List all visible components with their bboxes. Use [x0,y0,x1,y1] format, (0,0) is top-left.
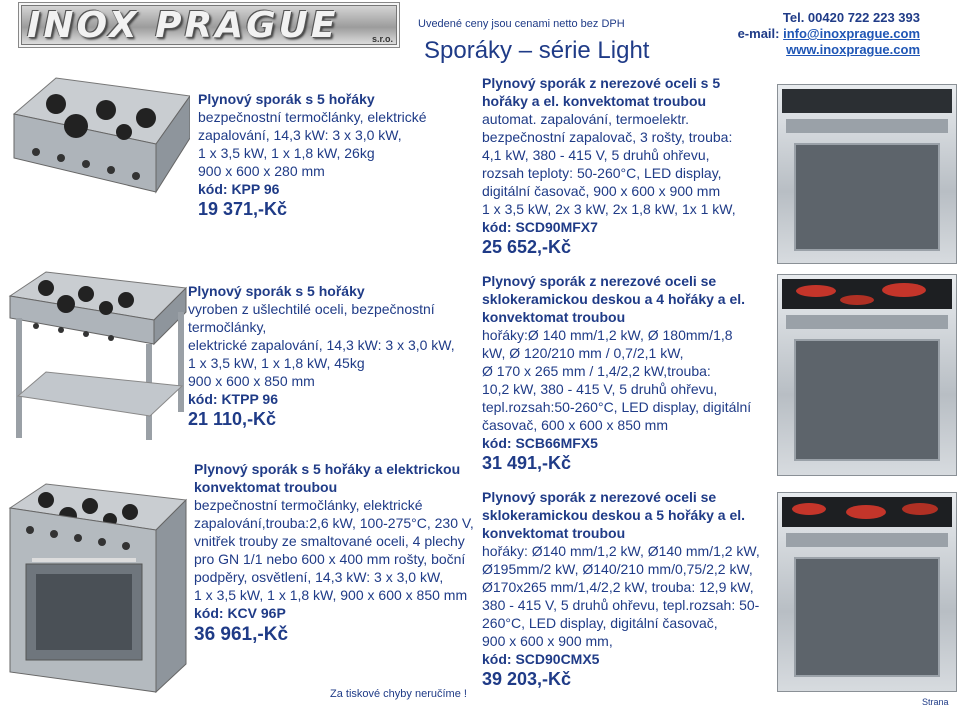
spec-line: termočlánky, [188,319,267,335]
product-code: kód: KTPP 96 [188,391,278,407]
spec-line: Ø 170 x 265 mm / 1,4/2,2 kW,trouba: [482,363,711,379]
product-name: Plynový sporák z nerezové oceli se [482,273,717,289]
product-price: 21 110,-Kč [188,409,277,429]
product-image-scb66mfx5 [777,274,957,476]
spec-line: digitální časovač, 900 x 600 x 900 mm [482,183,721,199]
product-kpp96 [198,90,427,220]
spec-line: 380 - 415 V, 5 druhů ohřevu, tepl.rozsah: 50- [482,597,760,613]
product-name: Plynový sporák s 5 hořáky [198,91,375,107]
spec-line: bezpečnostní zapalovač, 3 rošty, trouba: [482,129,733,145]
spec-line: hořáky: Ø140 mm/1,2 kW, Ø140 mm/1,2 kW, [482,543,760,559]
product-name-2: konvektomat troubou [194,479,338,495]
product-name-2: sklokeramickou deskou a 4 hořáky a el. [482,291,746,307]
spec-line: 1 x 3,5 kW, 1 x 1,8 kW, 900 x 600 x 850 mm [194,587,468,603]
spec-line: vnitřek trouby ze smaltované oceli, 4 plechy [194,533,465,549]
spec-line: rozsah teploty: 50-260°C, LED display, [482,165,722,181]
product-name-2: hořáky a el. konvektomat troubou [482,93,707,109]
product-image-scd90mfx7 [777,84,957,264]
spec-line: 1 x 3,5 kW, 1 x 1,8 kW, 26kg [198,145,375,161]
spec-line: zapalování, 14,3 kW: 3 x 3,0 kW, [198,127,402,143]
spec-line: elektrické zapalování, 14,3 kW: 3 x 3,0 kW, [188,337,455,353]
product-name-3: konvektomat troubou [482,525,626,541]
page-label: Strana [922,697,949,707]
product-image-ktpp96 [6,268,188,442]
phone: Tel. 00420 722 223 393 [782,10,920,25]
product-scd90cmx5 [482,488,760,690]
product-name: Plynový sporák s 5 hořáky a elektrickou [194,461,461,477]
contact-block [738,10,920,58]
product-image-kcv96p [6,478,188,698]
product-price: 36 961,-Kč [194,624,289,645]
email-link[interactable]: info@inoxprague.com [783,26,920,41]
spec-line: kW, Ø 120/210 mm / 0,7/2,1 kW, [482,345,684,361]
price-note: Uvedené ceny jsou cenami netto bez DPH [418,18,625,30]
spec-line: hořáky:Ø 140 mm/1,2 kW, Ø 180mm/1,8 [482,327,733,343]
product-name: Plynový sporák z nerezové oceli se [482,489,717,505]
product-image-scd90cmx5 [777,492,957,692]
product-kcv96p [194,460,474,648]
spec-line: 1 x 3,5 kW, 1 x 1,8 kW, 45kg [188,355,365,371]
spec-line: automat. zapalování, termoelektr. [482,111,689,127]
email-line [738,26,920,42]
spec-line: Ø170x265 mm/1,4/2,2 kW, trouba: 12,9 kW, [482,579,754,595]
spec-line: 900 x 600 x 900 mm, [482,633,613,649]
spec-line: 260°C, LED display, digitální časovač, [482,615,718,631]
product-code: kód: KPP 96 [198,181,280,197]
spec-line: 10,2 kW, 380 - 415 V, 5 druhů ohřevu, [482,381,718,397]
product-code: kód: SCB66MFX5 [482,435,598,451]
website-link[interactable]: www.inoxprague.com [786,42,920,57]
spec-line: časovač, 600 x 600 x 850 mm [482,417,668,433]
spec-line: 1 x 3,5 kW, 2x 3 kW, 2x 1,8 kW, 1x 1 kW, [482,201,736,217]
spec-line: zapalování,trouba:2,6 kW, 100-275°C, 230 V, [194,515,474,531]
spec-line: pro GN 1/1 nebo 600 x 400 mm rošty, boční [194,551,466,567]
spec-line: 900 x 600 x 280 mm [198,163,325,179]
product-code: kód: SCD90CMX5 [482,651,600,667]
product-name: Plynový sporák z nerezové oceli s 5 [482,75,721,91]
product-price: 31 491,-Kč [482,453,572,473]
disclaimer: Za tiskové chyby neručíme ! [330,688,467,700]
product-price: 19 371,-Kč [198,199,288,219]
spec-line: podpěry, osvětlení, 14,3 kW: 3 x 3,0 kW, [194,569,444,585]
spec-line: 4,1 kW, 380 - 415 V, 5 druhů ohřevu, [482,147,710,163]
spec-line: 900 x 600 x 850 mm [188,373,315,389]
product-code: kód: SCD90MFX7 [482,219,598,235]
product-price: 25 652,-Kč [482,237,572,257]
product-image-kpp96 [6,74,190,204]
logo-text: INOX PRAGUE [27,5,339,46]
product-ktpp96 [188,282,455,430]
email-label: e-mail: [737,26,784,41]
product-code: kód: KCV 96P [194,605,286,621]
spec-line: bezpečnostní termočlánky, elektrické [198,109,427,125]
product-scb66mfx5 [482,272,751,474]
logo-sro: s.r.o. [371,34,393,44]
spec-line: bezpečnostní termočlánky, elektrické [194,497,423,513]
product-scd90mfx7 [482,74,736,258]
spec-line: tepl.rozsah:50-260°C, LED display, digitální [482,399,752,415]
product-price: 39 203,-Kč [482,669,572,689]
product-name-3: konvektomat troubou [482,309,626,325]
product-name-2: sklokeramickou deskou a 5 hořáky a el. [482,507,746,523]
spec-line: vyroben z ušlechtilé oceli, bezpečnostní [188,301,435,317]
company-logo [18,2,400,48]
product-name: Plynový sporák s 5 hořáky [188,283,365,299]
spec-line: Ø195mm/2 kW, Ø140/210 mm/0,75/2,2 kW, [482,561,753,577]
page-title: Sporáky – série Light [424,37,650,64]
